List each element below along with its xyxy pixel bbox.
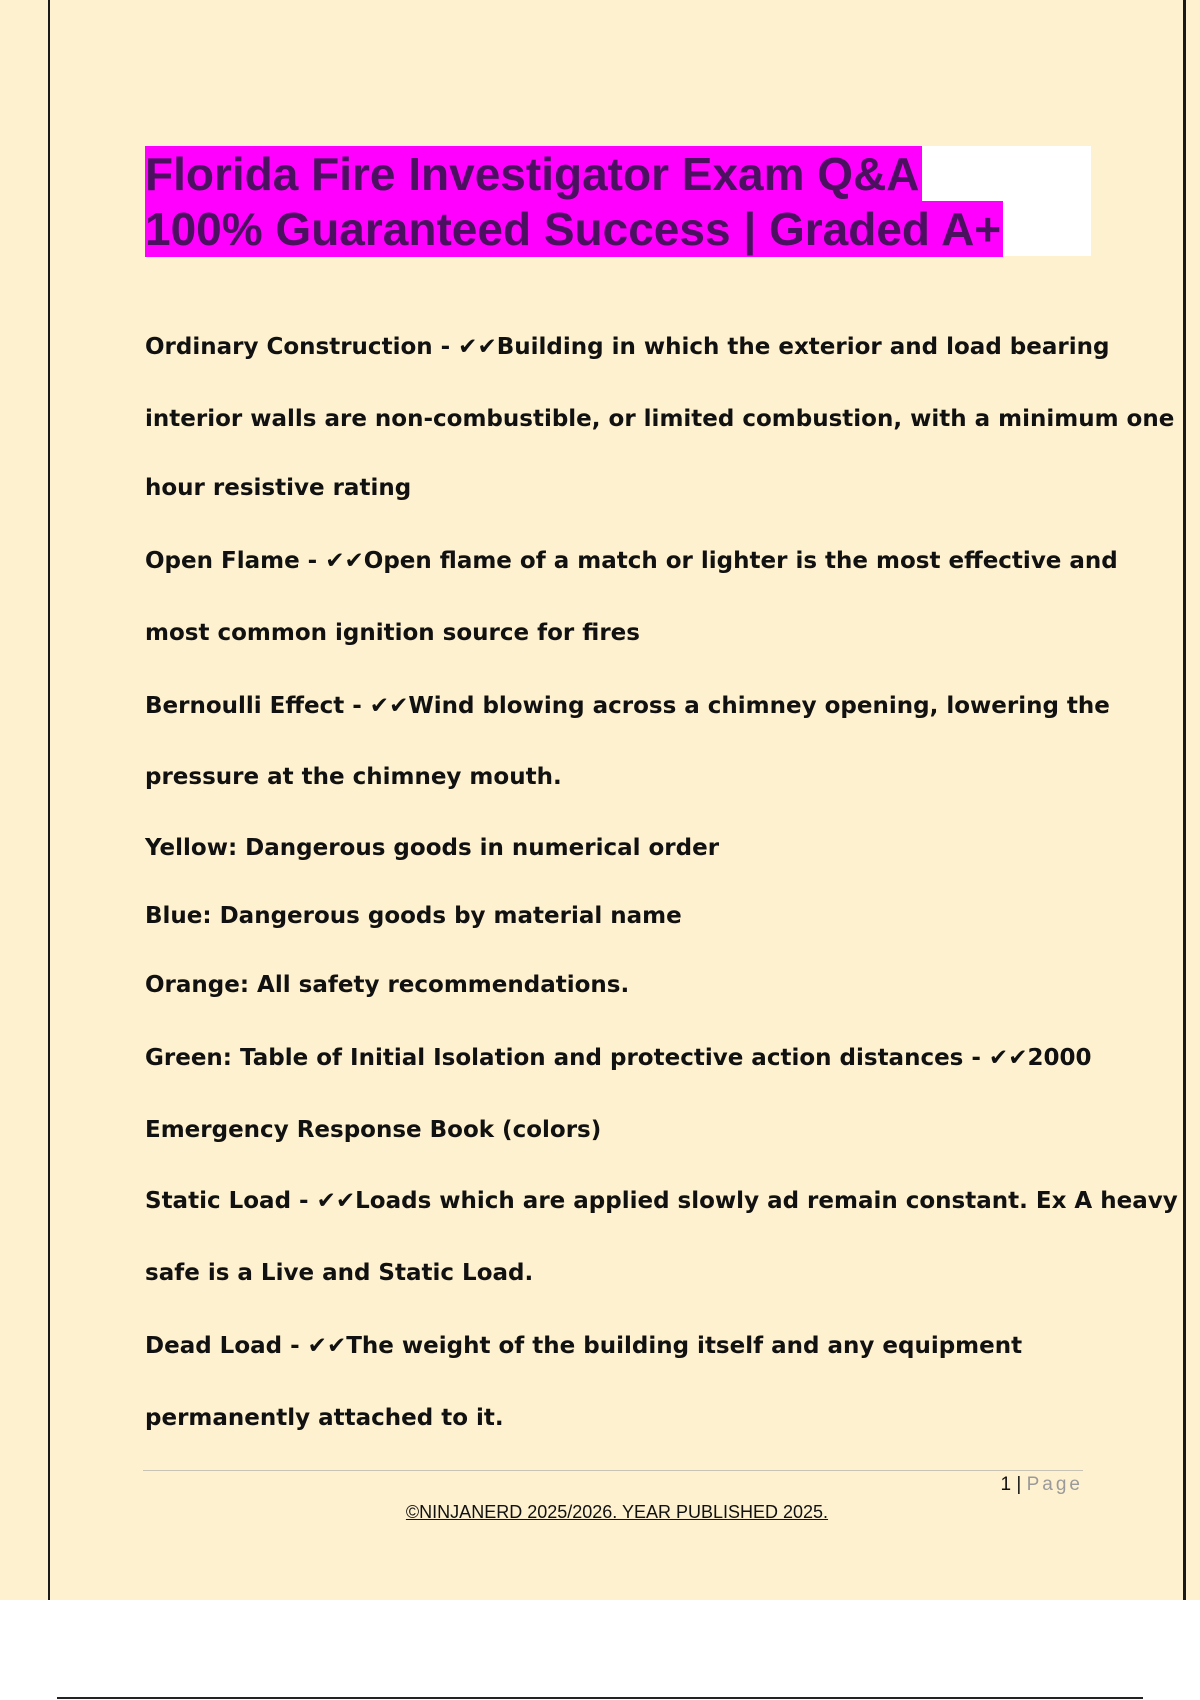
body-line: Bernoulli Effect - ✔✔Wind blowing across a chimney opening, lowering the — [145, 693, 1110, 719]
body-line: permanently attached to it. — [145, 1405, 504, 1431]
page-border-left — [48, 0, 50, 1600]
body-line: Emergency Response Book (colors) — [145, 1117, 602, 1143]
document-title-line-2: 100% Guaranteed Success | Graded A+ — [145, 203, 1002, 255]
document-title-line-1: Florida Fire Investigator Exam Q&A — [145, 148, 920, 200]
body-line: Dead Load - ✔✔The weight of the building itself and any equipment — [145, 1333, 1023, 1359]
body-line: interior walls are non-combustible, or limited combustion, with a minimum one — [145, 406, 1175, 432]
page-number — [1001, 1474, 1083, 1496]
body-line: Yellow: Dangerous goods in numerical order — [145, 835, 720, 861]
page-border-right — [1183, 0, 1186, 1600]
body-line: safe is a Live and Static Load. — [145, 1260, 534, 1286]
body-line: hour resistive rating — [145, 475, 412, 501]
copyright-notice: ©NINJANERD 2025/2026. YEAR PUBLISHED 2025. — [405, 1502, 829, 1522]
body-line: Ordinary Construction - ✔✔Building in which the exterior and load bearing — [145, 334, 1110, 360]
page-number-value: 1 — [1000, 1474, 1012, 1495]
page-word: Page — [1026, 1474, 1083, 1495]
footer-divider — [143, 1470, 1083, 1471]
body-line: most common ignition source for fires — [145, 620, 640, 646]
bottom-divider — [57, 1697, 1143, 1699]
body-line: Green: Table of Initial Isolation and protective action distances - ✔✔2000 — [145, 1045, 1092, 1071]
body-line: pressure at the chimney mouth. — [145, 764, 562, 790]
body-line: Open Flame - ✔✔Open flame of a match or lighter is the most effective and — [145, 548, 1118, 574]
body-line: Blue: Dangerous goods by material name — [145, 903, 682, 929]
page-number-separator: | — [1016, 1474, 1022, 1495]
body-line: Orange: All safety recommendations. — [145, 972, 630, 998]
body-line: Static Load - ✔✔Loads which are applied slowly ad remain constant. Ex A heavy — [145, 1188, 1178, 1214]
